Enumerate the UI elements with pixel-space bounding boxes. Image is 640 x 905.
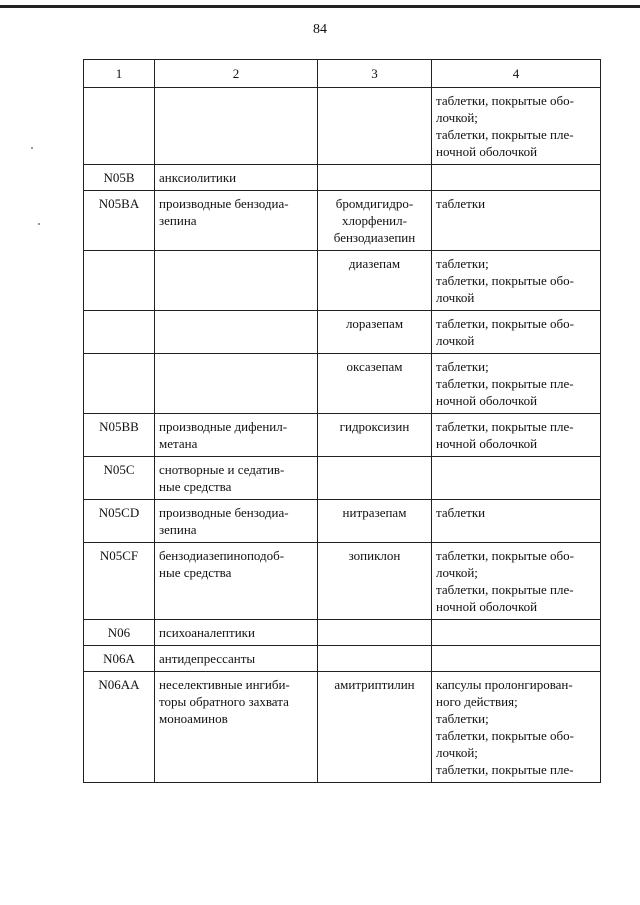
group-name-cell: бензодиазепиноподоб- ные средства bbox=[155, 543, 318, 620]
table-row bbox=[84, 165, 601, 191]
drug-name-cell: гидроксизин bbox=[318, 414, 432, 457]
drug-name-cell bbox=[318, 457, 432, 500]
drug-name-cell: лоразепам bbox=[318, 311, 432, 354]
atc-code-cell: N05B bbox=[84, 165, 155, 191]
group-name-cell bbox=[155, 251, 318, 311]
table-row bbox=[84, 251, 601, 311]
table-row bbox=[84, 414, 601, 457]
scan-speck bbox=[31, 147, 33, 149]
group-name-cell: снотворные и седатив- ные средства bbox=[155, 457, 318, 500]
dosage-form-cell bbox=[432, 646, 601, 672]
dosage-form-cell: таблетки; таблетки, покрытые обо- лочкой bbox=[432, 251, 601, 311]
table-row bbox=[84, 620, 601, 646]
dosage-form-cell: таблетки bbox=[432, 500, 601, 543]
drug-name-cell: оксазепам bbox=[318, 354, 432, 414]
atc-code-cell bbox=[84, 88, 155, 165]
drug-name-cell: амитриптилин bbox=[318, 672, 432, 783]
atc-code-cell: N05BA bbox=[84, 191, 155, 251]
atc-code-cell bbox=[84, 354, 155, 414]
dosage-form-cell bbox=[432, 457, 601, 500]
group-name-cell: психоаналептики bbox=[155, 620, 318, 646]
header-col-1: 1 bbox=[84, 60, 155, 88]
drug-name-cell: бромдигидро- хлорфенил- бензодиазепин bbox=[318, 191, 432, 251]
drug-name-cell: зопиклон bbox=[318, 543, 432, 620]
dosage-form-cell: таблетки, покрытые обо- лочкой; таблетки, покрытые пле- ночной оболочкой bbox=[432, 88, 601, 165]
group-name-cell: антидепрессанты bbox=[155, 646, 318, 672]
table-header-row bbox=[84, 60, 601, 88]
group-name-cell: неселективные ингиби- торы обратного захвата моноаминов bbox=[155, 672, 318, 783]
scan-speck bbox=[38, 223, 40, 225]
atc-code-cell: N05CD bbox=[84, 500, 155, 543]
group-name-cell: производные дифенил- метана bbox=[155, 414, 318, 457]
drug-name-cell bbox=[318, 646, 432, 672]
drug-name-cell: нитразепам bbox=[318, 500, 432, 543]
group-name-cell: производные бензодиа- зепина bbox=[155, 500, 318, 543]
atc-code-cell: N06 bbox=[84, 620, 155, 646]
table-row bbox=[84, 191, 601, 251]
group-name-cell: анксиолитики bbox=[155, 165, 318, 191]
drug-name-cell bbox=[318, 620, 432, 646]
table-body bbox=[84, 88, 601, 783]
header-col-4: 4 bbox=[432, 60, 601, 88]
atc-code-cell bbox=[84, 311, 155, 354]
group-name-cell: производные бензодиа- зепина bbox=[155, 191, 318, 251]
dosage-form-cell: таблетки, покрытые обо- лочкой; таблетки, покрытые пле- ночной оболочкой bbox=[432, 543, 601, 620]
table-row bbox=[84, 543, 601, 620]
dosage-form-cell: таблетки bbox=[432, 191, 601, 251]
table-row bbox=[84, 88, 601, 165]
dosage-form-cell: таблетки, покрытые пле- ночной оболочкой bbox=[432, 414, 601, 457]
atc-code-cell: N05C bbox=[84, 457, 155, 500]
dosage-form-cell: таблетки; таблетки, покрытые пле- ночной оболочкой bbox=[432, 354, 601, 414]
drug-name-cell bbox=[318, 165, 432, 191]
dosage-form-cell bbox=[432, 620, 601, 646]
table-row bbox=[84, 311, 601, 354]
dosage-form-cell bbox=[432, 165, 601, 191]
drug-name-cell bbox=[318, 88, 432, 165]
group-name-cell bbox=[155, 311, 318, 354]
top-border-line bbox=[0, 5, 640, 8]
table-row bbox=[84, 672, 601, 783]
table-row bbox=[84, 500, 601, 543]
atc-code-cell: N05CF bbox=[84, 543, 155, 620]
group-name-cell bbox=[155, 88, 318, 165]
dosage-form-cell: таблетки, покрытые обо- лочкой bbox=[432, 311, 601, 354]
atc-code-cell: N06AA bbox=[84, 672, 155, 783]
group-name-cell bbox=[155, 354, 318, 414]
atc-code-cell: N05BB bbox=[84, 414, 155, 457]
drug-table bbox=[83, 59, 601, 783]
table-row bbox=[84, 354, 601, 414]
table-row bbox=[84, 646, 601, 672]
header-col-3: 3 bbox=[318, 60, 432, 88]
table-row bbox=[84, 457, 601, 500]
atc-code-cell bbox=[84, 251, 155, 311]
header-col-2: 2 bbox=[155, 60, 318, 88]
page-number: 84 bbox=[313, 22, 327, 37]
dosage-form-cell: капсулы пролонгирован- ного действия; таблетки; таблетки, покрытые обо- лочкой; таблетки, покрытые пле- bbox=[432, 672, 601, 783]
drug-name-cell: диазепам bbox=[318, 251, 432, 311]
atc-code-cell: N06A bbox=[84, 646, 155, 672]
